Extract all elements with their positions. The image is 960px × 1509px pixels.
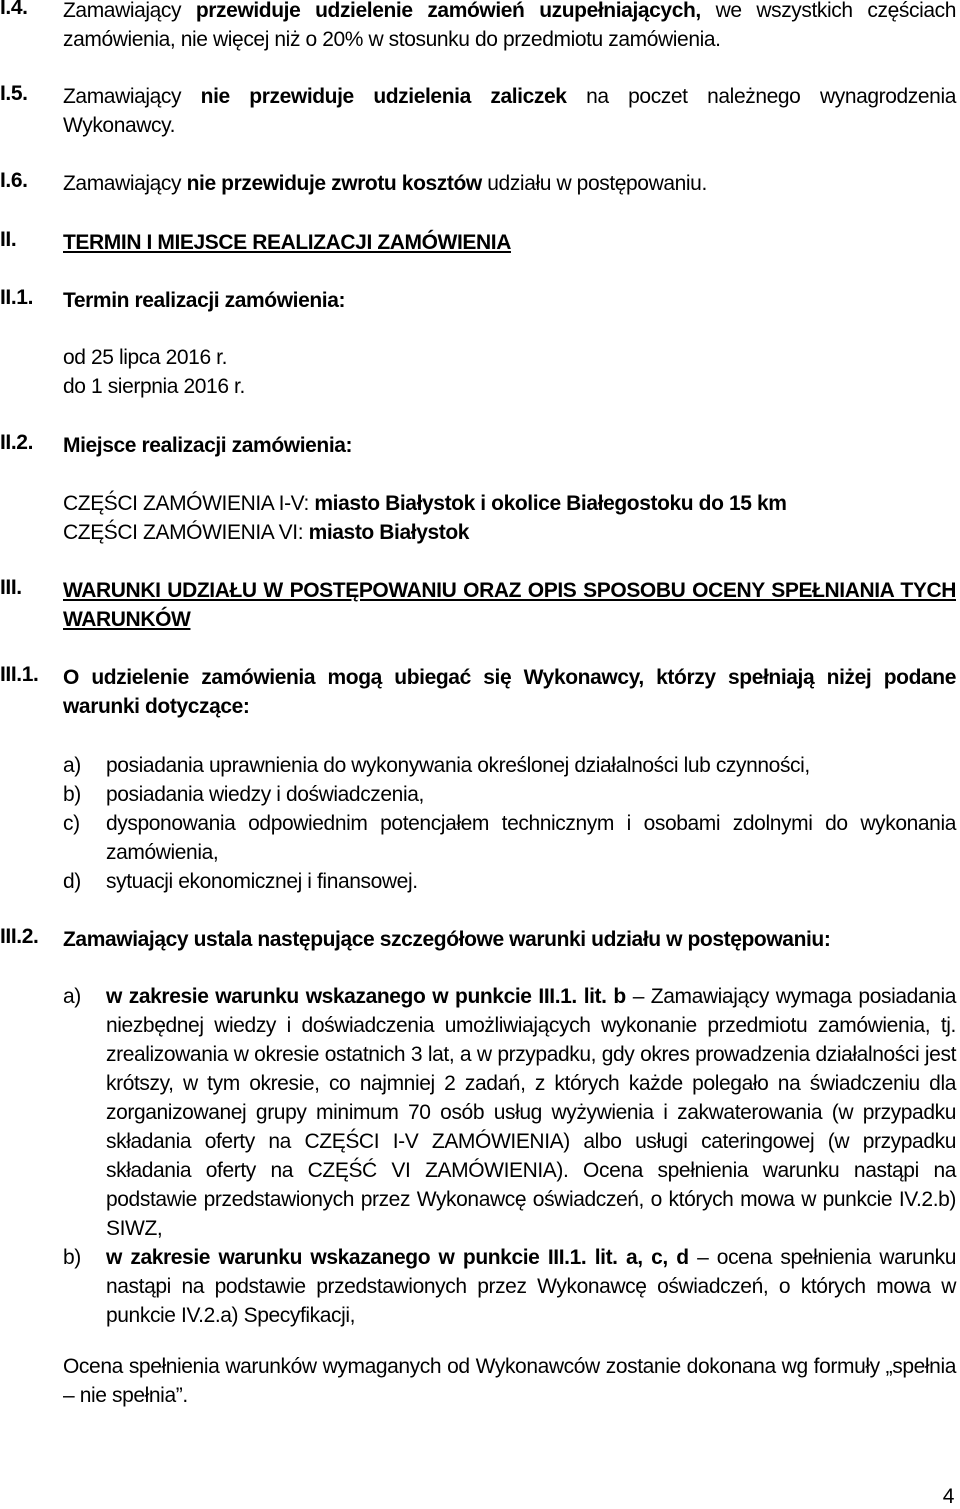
section-heading: Miejsce realizacji zamówienia: bbox=[63, 434, 353, 457]
section-heading: TERMIN I MIEJSCE REALIZACJI ZAMÓWIENIA bbox=[63, 231, 511, 254]
date-from: od 25 lipca 2016 r. bbox=[63, 346, 228, 369]
date-to: do 1 sierpnia 2016 r. bbox=[63, 375, 245, 398]
section-text: Zamawiający nie przewiduje zwrotu kosztów udziału w postępowaniu. bbox=[63, 172, 707, 195]
section-number: I.5. bbox=[0, 82, 28, 105]
section-number: II. bbox=[0, 228, 17, 251]
section-heading: WARUNKI UDZIAŁU W POSTĘPOWANIU ORAZ OPIS SPOSOBU OCENY SPEŁNIANIA TYCH WARUNKÓW bbox=[63, 579, 956, 631]
section-text: Zamawiający przewiduje udzielenie zamówień uzupełniających, we wszystkich częściach zamówienia, nie więcej niż o 20% w stosunku do przedmiotu zamówienia. bbox=[63, 0, 956, 51]
section-number: II.2. bbox=[0, 431, 34, 454]
section-number: I.4. bbox=[0, 0, 28, 19]
section-number: III.1. bbox=[0, 663, 39, 686]
section-number: I.6. bbox=[0, 169, 28, 192]
section-heading: Termin realizacji zamówienia: bbox=[63, 289, 346, 312]
section-heading: Zamawiający ustala następujące szczegółowe warunki udziału w postępowaniu: bbox=[63, 928, 831, 951]
section-number: III. bbox=[0, 576, 22, 599]
section-text: Zamawiający nie przewiduje udzielenia zaliczek na poczet należnego wynagrodzenia Wykonawcy. bbox=[63, 85, 957, 137]
section-heading: O udzielenie zamówienia mogą ubiegać się Wykonawcy, którzy spełniają niżej podane warunki dotyczące: bbox=[63, 666, 956, 718]
closing-paragraph: Ocena spełnienia warunków wymaganych od Wykonawców zostanie dokonana wg formuły „spełnia – nie spełnia”. bbox=[63, 1355, 956, 1407]
location-part-vi: CZĘŚCI ZAMÓWIENIA VI: miasto Białystok bbox=[63, 521, 470, 544]
location-parts-i-v: CZĘŚCI ZAMÓWIENIA I-V: miasto Białystok i okolice Białegostoku do 15 km bbox=[63, 492, 787, 515]
section-number: III.2. bbox=[0, 925, 39, 948]
page-number: 4 bbox=[942, 1485, 954, 1508]
section-number: II.1. bbox=[0, 286, 34, 309]
